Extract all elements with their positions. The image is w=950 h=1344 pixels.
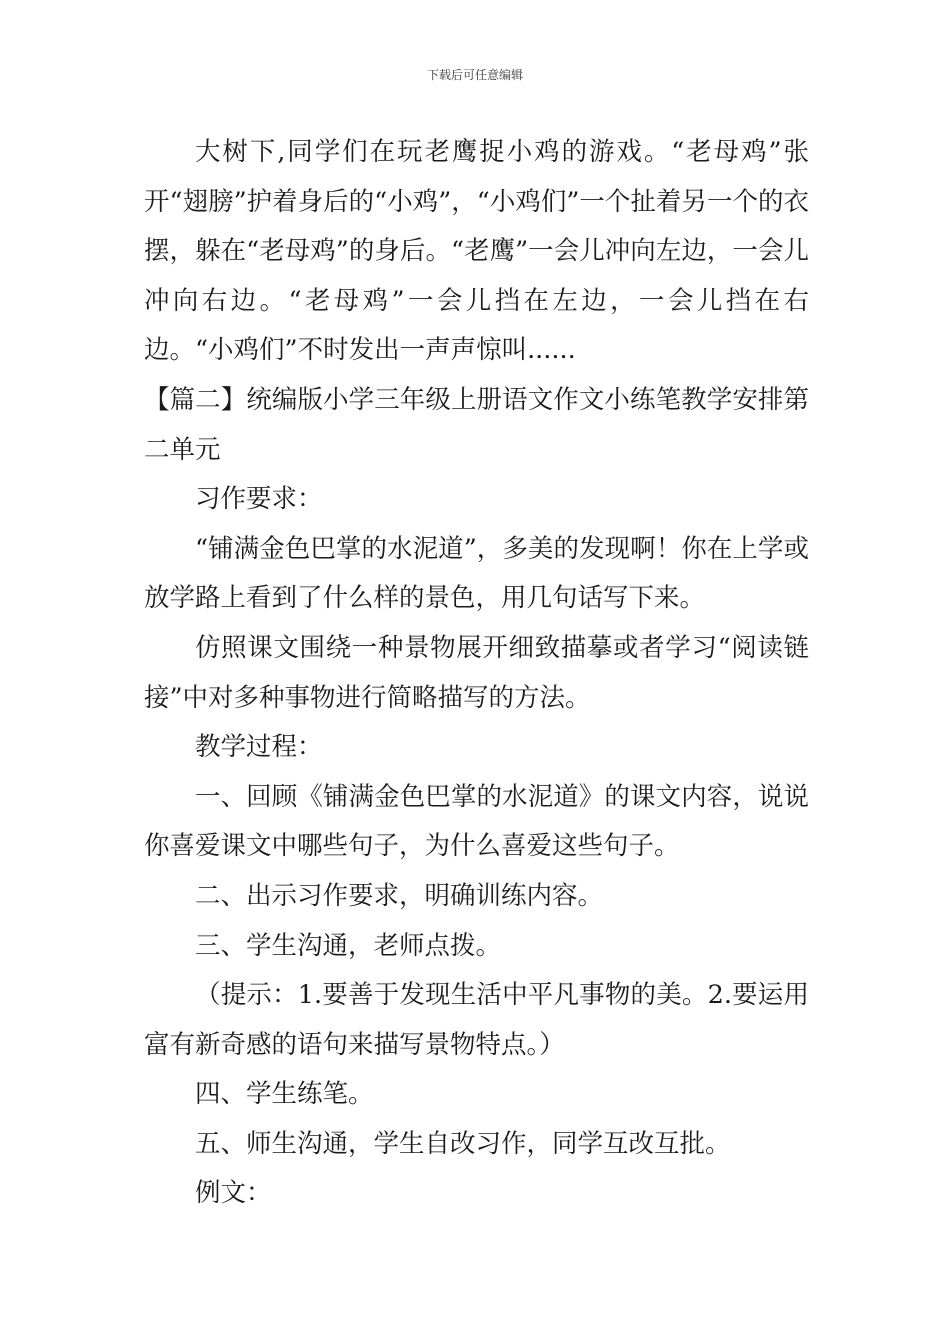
document-body [144, 128, 809, 1219]
paragraph-example-label: 例文： [195, 1178, 272, 1209]
paragraph-game-description: 大树下,同学们在玩老鹰捉小鸡的游戏。“老母鸡”张开“翅膀”护着身后的“小鸡”，“小鸡们”一个扯着另一个的衣摆，躲在“老母鸡”的身后。“老鹰”一会儿冲向左边，一会儿冲向右边。“老母鸡”一会儿挡在左边，一会儿挡在右边。“小鸡们”不时发出一声声惊叫...... [144, 137, 809, 366]
paragraph-step-4: 四、学生练笔。 [195, 1079, 374, 1110]
paragraph-step-1: 一、回顾《铺满金色巴掌的水泥道》的课文内容，说说你喜爱课文中哪些句子，为什么喜爱这些句子。 [144, 781, 809, 862]
paragraph-step-2: 二、出示习作要求，明确训练内容。 [195, 880, 604, 911]
paragraph-requirement-1: “铺满金色巴掌的水泥道”，多美的发现啊！你在上学或放学路上看到了什么样的景色，用几句话写下来。 [144, 533, 809, 614]
paragraph-requirement-2: 仿照课文围绕一种景物展开细致描摹或者学习“阅读链接”中对多种事物进行简略描写的方法。 [144, 632, 809, 713]
paragraph-hint: （提示：1.要善于发现生活中平凡事物的美。2.要运用富有新奇感的语句来描写景物特点。） [144, 980, 809, 1060]
paragraph-writing-requirements-label: 习作要求： [195, 484, 323, 515]
paragraph-step-5: 五、师生沟通，学生自改习作，同学互改互批。 [195, 1128, 731, 1159]
paragraph-step-3: 三、学生沟通，老师点拨。 [195, 930, 502, 961]
page-header: 下载后可任意编辑 [426, 68, 523, 82]
section-heading: 【篇二】统编版小学三年级上册语文作文小练笔教学安排第二单元 [144, 384, 809, 465]
paragraph-teaching-process-label: 教学过程： [195, 732, 323, 763]
